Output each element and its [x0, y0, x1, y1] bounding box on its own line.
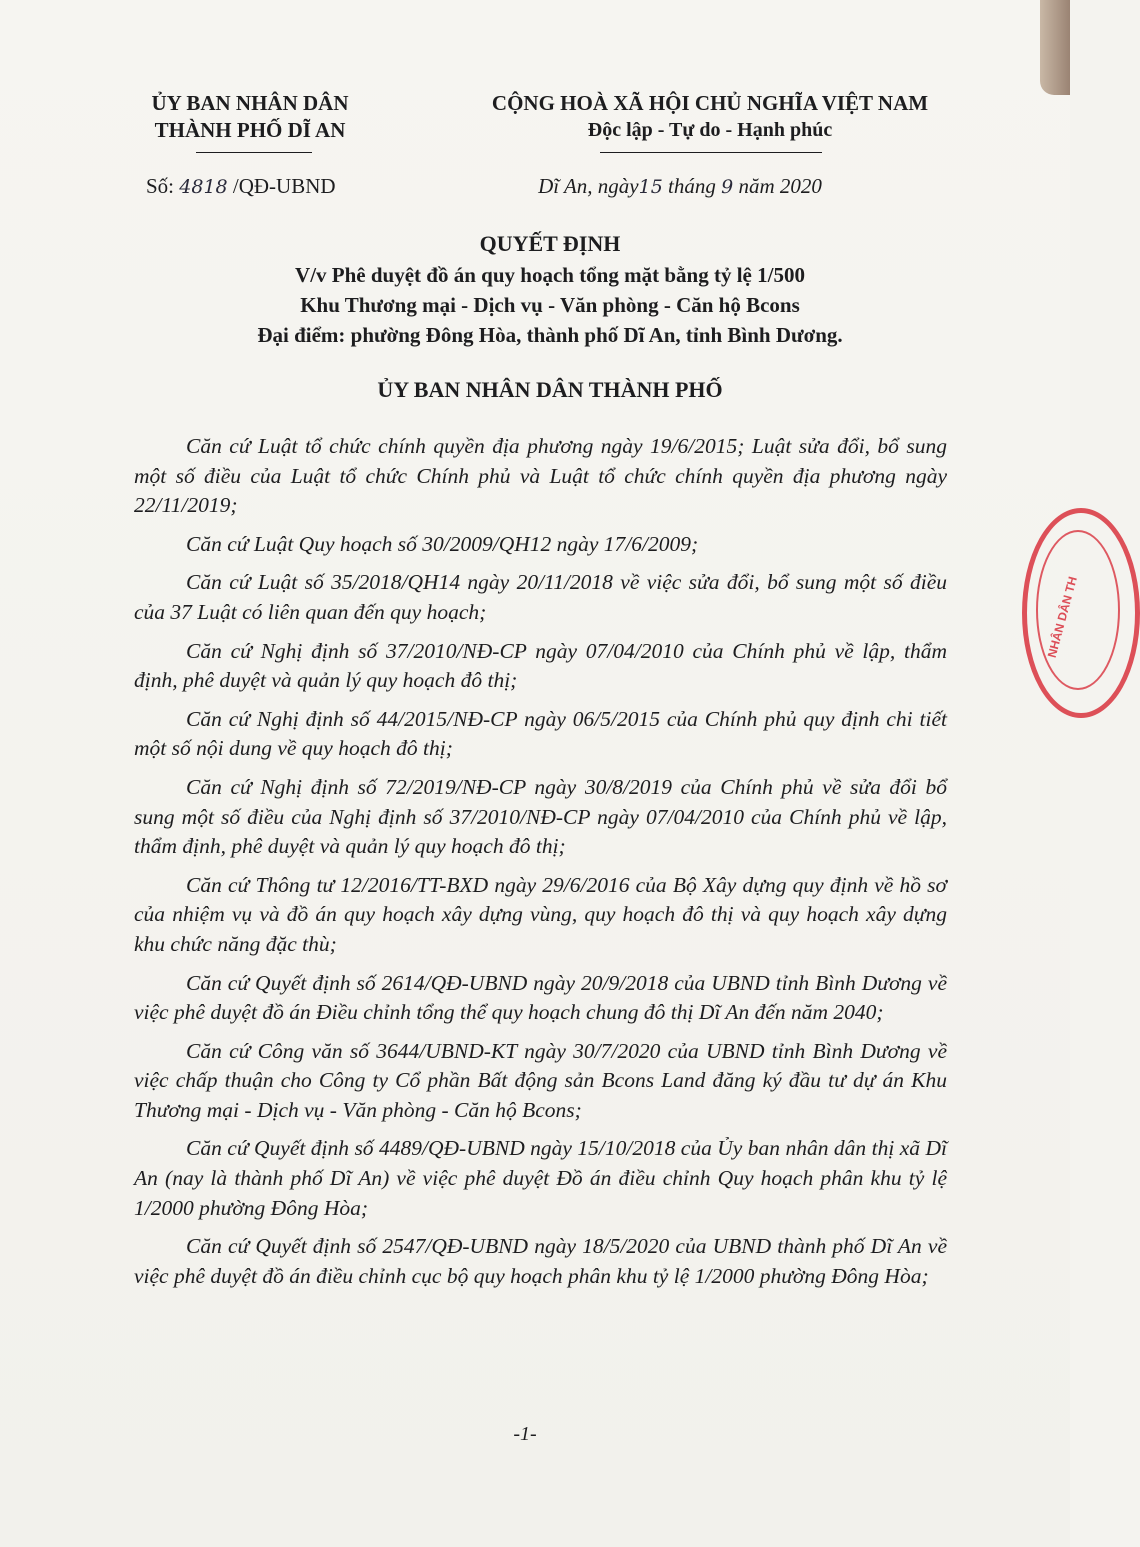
national-title: CỘNG HOÀ XÃ HỘI CHỦ NGHĨA VIỆT NAM — [491, 91, 929, 115]
date-mid: tháng — [662, 174, 722, 198]
page-number: -1- — [513, 1423, 537, 1445]
issuing-authority-line2: THÀNH PHỐ DĨ AN — [154, 118, 346, 142]
date-day-handwritten: 15 — [638, 176, 663, 198]
legal-basis-paragraph: Căn cứ Luật tổ chức chính quyền địa phương ngày 19/6/2015; Luật sửa đổi, bổ sung một số điều của Luật tổ chức Chính phủ và Luật tổ chức chính quyền địa phương ngày 22/11/2019; — [134, 434, 947, 518]
date-month-handwritten: 9 — [721, 176, 734, 198]
red-seal-inner-ring — [1036, 530, 1120, 690]
authority-underline — [196, 152, 312, 153]
legal-basis-paragraph: Căn cứ Quyết định số 2614/QĐ-UBND ngày 20/9/2018 của UBND tỉnh Bình Dương về việc phê duyệt đồ án Điều chỉnh tổng thể quy hoạch chung đô thị Dĩ An đến năm 2040; — [134, 970, 947, 1025]
decision-number-suffix: /QĐ-UBND — [227, 174, 336, 198]
date-prefix: Dĩ An, ngày — [538, 174, 639, 198]
authority-heading: ỦY BAN NHÂN DÂN THÀNH PHỐ — [377, 377, 723, 402]
motto-underline — [600, 152, 822, 153]
issuing-authority — [130, 90, 370, 144]
legal-basis-paragraph: Căn cứ Luật Quy hoạch số 30/2009/QH12 ngày 17/6/2009; — [186, 531, 699, 556]
legal-basis-paragraph: Căn cứ Công văn số 3644/UBND-KT ngày 30/7/2020 của UBND tỉnh Bình Dương về việc chấp thuận cho Công ty Cổ phần Bất động sản Bcons Land đăng ký đầu tư dự án Khu Thương mại - Dịch vụ - Văn phòng - Căn hộ Bcons; — [134, 1038, 947, 1122]
date-suffix: năm 2020 — [733, 174, 822, 198]
decision-number — [146, 174, 336, 199]
title-location: Đại điểm: phường Đông Hòa, thành phố Dĩ An, tỉnh Bình Dương. — [257, 323, 843, 347]
title-subject: V/v Phê duyệt đồ án quy hoạch tổng mặt bằng tỷ lệ 1/500 — [295, 263, 805, 287]
red-seal-text: NHÂN DÂN TH — [1044, 575, 1080, 660]
motto: Độc lập - Tự do - Hạnh phúc — [587, 119, 833, 141]
legal-basis-paragraph: Căn cứ Nghị định số 72/2019/NĐ-CP ngày 30/8/2019 của Chính phủ về sửa đổi bổ sung một số điều của Nghị định số 37/2010/NĐ-CP ngày 07/04/2010 của Chính phủ về lập, thẩm định, phê duyệt và quản lý quy hoạch đô thị; — [134, 774, 947, 859]
title-heading: QUYẾT ĐỊNH — [479, 231, 621, 256]
decision-date — [455, 174, 905, 199]
issuing-authority-line1: ỦY BAN NHÂN DÂN — [151, 91, 349, 115]
decision-number-prefix: Số: — [146, 174, 180, 198]
legal-basis-paragraph: Căn cứ Luật số 35/2018/QH14 ngày 20/11/2018 về việc sửa đổi, bổ sung một số điều của 37 Luật có liên quan đến quy hoạch; — [134, 570, 947, 624]
title-project: Khu Thương mại - Dịch vụ - Văn phòng - Căn hộ Bcons — [300, 293, 800, 317]
national-motto — [455, 90, 965, 144]
decision-title — [120, 228, 980, 350]
legal-basis-paragraph: Căn cứ Quyết định số 2547/QĐ-UBND ngày 18/5/2020 của UBND thành phố Dĩ An về việc phê duyệt đồ án điều chỉnh cục bộ quy hoạch phân khu tỷ lệ 1/2000 phường Đông Hòa; — [134, 1234, 947, 1288]
legal-basis-list — [134, 432, 947, 1300]
page-corner-shadow — [1040, 0, 1070, 95]
legal-basis-paragraph: Căn cứ Quyết định số 4489/QĐ-UBND ngày 15/10/2018 của Ủy ban nhân dân thị xã Dĩ An (nay là thành phố Dĩ An) về việc phê duyệt Đồ án điều chỉnh Quy hoạch phân khu tỷ lệ 1/2000 phường Đông Hòa; — [134, 1136, 947, 1220]
legal-basis-paragraph: Căn cứ Thông tư 12/2016/TT-BXD ngày 29/6/2016 của Bộ Xây dựng quy định về hồ sơ của nhiệm vụ và đồ án quy hoạch xây dựng vùng, quy hoạch đô thị và quy hoạch xây dựng khu chức năng đặc thù; — [134, 872, 947, 956]
legal-basis-paragraph: Căn cứ Nghị định số 37/2010/NĐ-CP ngày 07/04/2010 của Chính phủ về lập, thẩm định, phê duyệt và quản lý quy hoạch đô thị; — [134, 638, 947, 693]
decision-number-handwritten: 4818 — [179, 176, 228, 198]
legal-basis-paragraph: Căn cứ Nghị định số 44/2015/NĐ-CP ngày 06/5/2015 của Chính phủ quy định chi tiết một số nội dung về quy hoạch đô thị; — [134, 706, 947, 761]
